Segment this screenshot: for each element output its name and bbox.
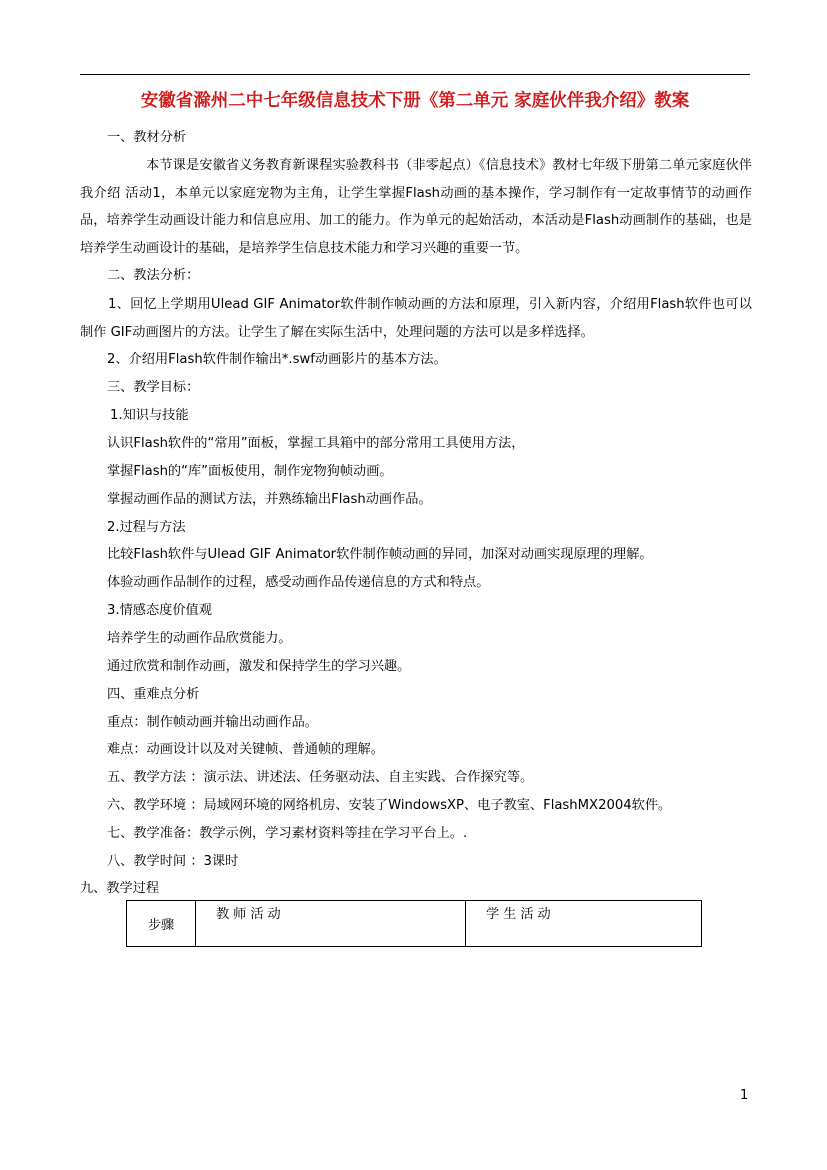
table-header-step: 步骤 <box>127 901 196 947</box>
textbook-analysis-paragraph: 本节课是安徽省义务教育新课程实验教科书（非零起点）《信息技术》教材七年级下册第二单元家庭伙伴我介绍 活动1，本单元以家庭宠物为主角，让学生掌握Flash动画的基本操作，学习制作有一定故事情节的动画作品，培养学生动画设计能力和信息应用、加工的能力。作为单元的起始活动，本活动是Flash动画制作的基础，也是培养学生动画设计的基础，是培养学生信息技术能力和学习兴趣的重要一节。 <box>80 158 752 256</box>
table-header-student-activity: 学生活动 <box>466 901 702 947</box>
section-heading-textbook-analysis: 一、教材分析 <box>107 130 187 145</box>
goal-subheading-attitude-values: 3.情感态度价值观 <box>107 603 212 618</box>
table-row <box>127 901 702 947</box>
method-analysis-item-2: 2、介绍用Flash软件制作输出*.swf动画影片的基本方法。 <box>107 352 447 367</box>
goal-attitude-line-2: 通过欣赏和制作动画，激发和保持学生的学习兴趣。 <box>107 659 411 674</box>
goal-knowledge-line-3: 掌握动画作品的测试方法，并熟练输出Flash动画作品。 <box>107 492 432 507</box>
header-rule <box>80 74 750 75</box>
section-teaching-preparation: 七、教学准备：教学示例，学习素材资料等挂在学习平台上。. <box>107 826 468 841</box>
goal-process-line-1: 比较Flash软件与Ulead GIF Animator软件制作帧动画的异同，加深对动画实现原理的理解。 <box>107 547 653 562</box>
goal-subheading-process-method: 2.过程与方法 <box>107 520 186 535</box>
goal-knowledge-line-1: 认识Flash软件的“常用”面板，掌握工具箱中的部分常用工具使用方法， <box>107 436 525 451</box>
section-teaching-time: 八、教学时间 ：3课时 <box>107 854 239 869</box>
goal-process-line-2: 体验动画作品制作的过程，感受动画作品传递信息的方式和特点。 <box>107 575 490 590</box>
goal-attitude-line-1: 培养学生的动画作品欣赏能力。 <box>107 631 292 646</box>
table-header-teacher-activity: 教师活动 <box>196 901 466 947</box>
section-heading-teaching-process: 九、教学过程 <box>80 881 160 896</box>
page-number: 1 <box>740 1088 749 1103</box>
section-teaching-methods: 五、教学方法 ：演示法、讲述法、任务驱动法、自主实践、合作探究等。 <box>107 770 534 785</box>
key-point-line: 重点：制作帧动画并输出动画作品。 <box>107 715 318 730</box>
section-heading-teaching-goals: 三、教学目标： <box>107 380 200 395</box>
section-teaching-environment: 六、教学环境 ：局域网环境的网络机房、安装了WindowsXP、电子教室、FlashMX2004软件。 <box>107 798 672 813</box>
section-heading-key-difficult-points: 四、重难点分析 <box>107 687 200 702</box>
goal-subheading-knowledge-skills: 1.知识与技能 <box>110 408 189 423</box>
difficult-point-line: 难点：动画设计以及对关键帧、普通帧的理解。 <box>107 742 384 757</box>
document-title: 安徽省滁州二中七年级信息技术下册《第二单元 家庭伙伴我介绍》教案 <box>140 91 690 111</box>
teaching-process-table <box>126 900 702 947</box>
section-heading-teaching-method-analysis: 二、教法分析： <box>107 268 200 283</box>
method-analysis-item-1: 1、回忆上学期用Ulead GIF Animator软件制作帧动画的方法和原理，引入新内容，介绍用Flash软件也可以制作 GIF动画图片的方法。让学生了解在实际生活中，处理问题的方法可以是多样选择。 <box>80 297 752 340</box>
goal-knowledge-line-2: 掌握Flash的“库”面板使用，制作宠物狗帧动画。 <box>107 464 393 479</box>
